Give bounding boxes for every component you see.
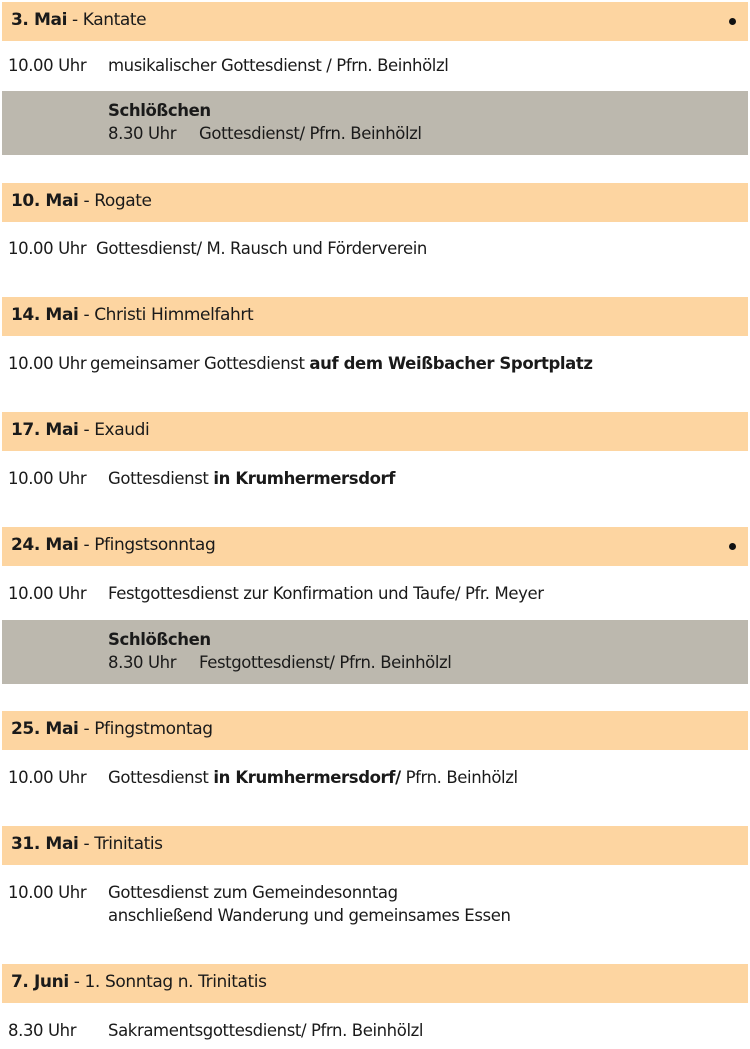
description-line2: anschließend Wanderung und gemeinsames Essen: [108, 906, 511, 925]
date-label: 25. Mai: [11, 719, 79, 739]
separator: -: [78, 535, 95, 555]
service-description: Gottesdienst/ Pfrn. Beinhölzl: [199, 124, 422, 143]
service-description: [90, 354, 593, 373]
day-header: [2, 527, 748, 566]
day-header: [2, 2, 748, 41]
description-text: musikalischer Gottesdienst / Pfrn. Beinhölzl: [108, 56, 449, 75]
description-text: Gottesdienst zum Gemeindesonntag: [108, 883, 398, 902]
bullet-icon: [729, 543, 736, 550]
date-label: 31. Mai: [11, 834, 79, 854]
date-label: 17. Mai: [11, 420, 79, 440]
separator: -: [78, 719, 95, 739]
date-label: 10. Mai: [11, 191, 79, 211]
day-header: [2, 964, 748, 1003]
day-header: [2, 711, 748, 750]
date-label: 24. Mai: [11, 535, 79, 555]
place-label: Schlößchen: [108, 101, 211, 120]
liturgical-name: Christi Himmelfahrt: [94, 305, 254, 325]
service-time: 10.00 Uhr: [8, 768, 87, 787]
service-time: 10.00 Uhr: [8, 469, 87, 488]
service-time: 8.30 Uhr: [108, 653, 177, 672]
liturgical-name: Kantate: [82, 10, 147, 30]
separator: -: [68, 972, 85, 992]
service-description: [108, 469, 395, 488]
description-text: Festgottesdienst zur Konfirmation und Taufe/ Pfr. Meyer: [108, 584, 544, 603]
service-description: [108, 56, 448, 75]
service-time: 10.00 Uhr: [8, 883, 87, 902]
description-text: gemeinsamer Gottesdienst: [90, 354, 305, 373]
service-time: 10.00 Uhr: [8, 354, 87, 373]
separator: -: [78, 305, 95, 325]
location-highlight: in Krumhermersdorf/: [213, 768, 401, 787]
separator: -: [78, 420, 95, 440]
description-text: Gottesdienst: [108, 469, 209, 488]
liturgical-name: 1. Sonntag n. Trinitatis: [84, 972, 267, 992]
date-label: 7. Juni: [11, 972, 69, 992]
service-description: [108, 584, 544, 603]
service-description: [108, 768, 518, 787]
separator: -: [78, 191, 95, 211]
schloesschen-box: [2, 91, 748, 155]
day-header: [2, 183, 748, 222]
liturgical-name: Trinitatis: [94, 834, 163, 854]
separator: -: [78, 834, 95, 854]
place-label: Schlößchen: [108, 630, 211, 649]
description-after: Pfrn. Beinhölzl: [405, 768, 518, 787]
liturgical-name: Rogate: [94, 191, 152, 211]
service-description: [108, 1021, 423, 1040]
service-time: 8.30 Uhr: [8, 1021, 77, 1040]
service-time: 10.00 Uhr: [8, 56, 87, 75]
date-label: 3. Mai: [11, 10, 68, 30]
schloesschen-box: [2, 620, 748, 684]
bullet-icon: [729, 18, 736, 25]
description-text: Sakramentsgottesdienst/ Pfrn. Beinhölzl: [108, 1021, 424, 1040]
service-description: [96, 239, 427, 258]
day-header: [2, 412, 748, 451]
date-label: 14. Mai: [11, 305, 79, 325]
liturgical-name: Pfingstmontag: [94, 719, 213, 739]
day-header: [2, 826, 748, 865]
description-text: Gottesdienst: [108, 768, 209, 787]
day-header: [2, 297, 748, 336]
location-highlight: in Krumhermersdorf: [213, 469, 396, 488]
liturgical-name: Exaudi: [94, 420, 150, 440]
description-text: Gottesdienst/ M. Rausch und Förderverein: [96, 239, 427, 258]
service-time: 8.30 Uhr: [108, 124, 177, 143]
service-time: 10.00 Uhr: [8, 584, 87, 603]
service-description: Festgottesdienst/ Pfrn. Beinhölzl: [199, 653, 452, 672]
service-description: [108, 881, 511, 927]
service-time: 10.00 Uhr: [8, 239, 87, 258]
liturgical-name: Pfingstsonntag: [94, 535, 216, 555]
separator: -: [67, 10, 83, 30]
location-highlight: auf dem Weißbacher Sportplatz: [309, 354, 593, 373]
